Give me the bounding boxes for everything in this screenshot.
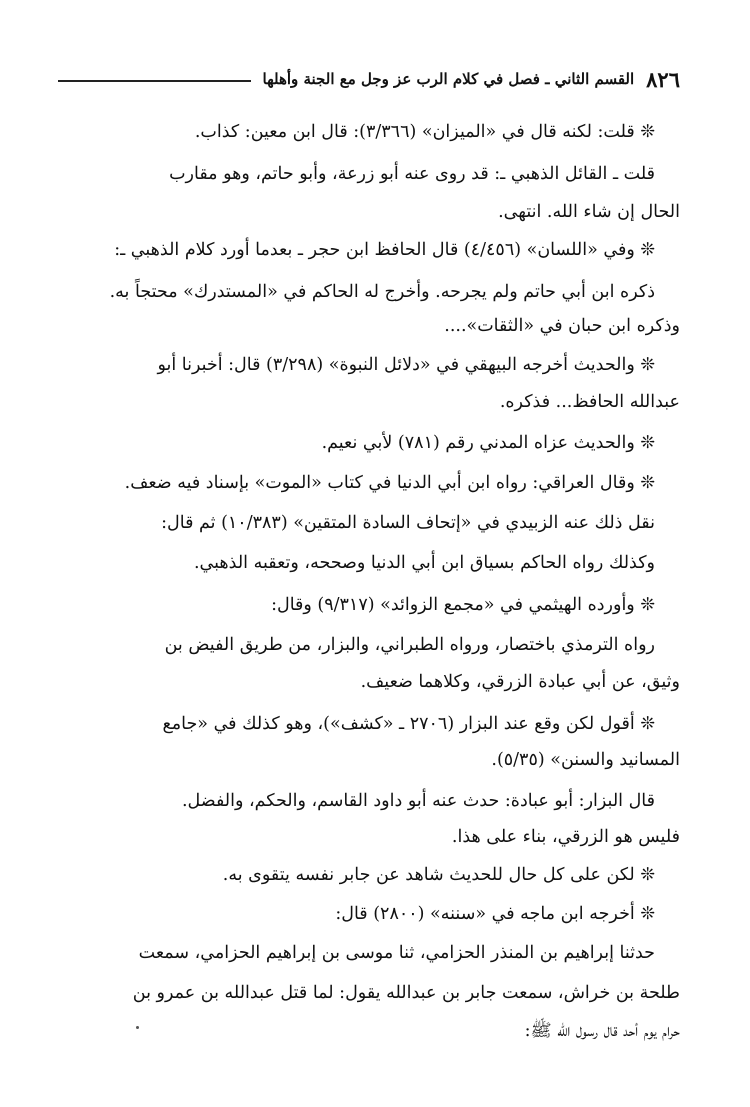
text-line: رواه الترمذي باختصار، ورواه الطبراني، والبزار، من طريق الفيض بن <box>164 635 655 655</box>
text-line: ذكره ابن أبي حاتم ولم يجرحه. وأخرج له الحاكم في «المستدرك» محتجاً به. <box>109 282 655 302</box>
text-line: المسانيد والسنن» (٥/٣٥). <box>491 750 680 770</box>
text-line: ❊ والحديث عزاه المدني رقم (٧٨١) لأبي نعيم. <box>321 433 655 453</box>
text-line: ❊ والحديث أخرجه البيهقي في «دلائل النبوة» (٣/٢٩٨) قال: أخبرنا أبو <box>157 355 655 375</box>
text-line: نقل ذلك عنه الزبيدي في «إتحاف السادة المتقين» (١٠/٣٨٣) ثم قال: <box>161 513 655 533</box>
text-line: وذكره ابن حبان في «الثقات».... <box>444 316 680 336</box>
text-line: ❊ أقول لكن وقع عند البزار (٢٧٠٦ ـ «كشف»)، وهو كذلك في «جامع <box>162 714 655 734</box>
text-line: وثيق، عن أبي عبادة الزرقي، وكلاهما ضعيف. <box>360 672 680 692</box>
text-line: طلحة بن خراش، سمعت جابر بن عبدالله يقول: لما قتل عبدالله بن عمرو بن <box>132 983 680 1003</box>
text-line: قلت ـ القائل الذهبي ـ: قد روى عنه أبو زرعة، وأبو حاتم، وهو مقارب <box>169 164 655 184</box>
page-number: ٨٢٦ <box>646 66 680 92</box>
text-line: ❊ أخرجه ابن ماجه في «سننه» (٢٨٠٠) قال: <box>335 904 655 924</box>
text-line: وكذلك رواه الحاكم بسياق ابن أبي الدنيا وصححه، وتعقبه الذهبي. <box>193 553 655 573</box>
text-line: ❊ وقال العراقي: رواه ابن أبي الدنيا في كتاب «الموت» بإسناد فيه ضعف. <box>124 473 655 493</box>
text-line: قال البزار: أبو عبادة: حدث عنه أبو داود القاسم، والحكم، والفضل. <box>181 791 655 811</box>
text-line: عبدالله الحافظ... فذكره. <box>499 392 680 412</box>
text-line: ❊ وأورده الهيثمي في «مجمع الزوائد» (٩/٣١٧) وقال: <box>271 595 655 615</box>
speck-mark <box>136 1026 139 1029</box>
page-header <box>58 64 680 94</box>
running-title: القسم الثاني ـ فصل في كلام الرب عز وجل مع الجنة وأهلها <box>262 70 635 88</box>
text-line: حرام يوم أحد قال رسول الله ﷺ: <box>524 1021 680 1041</box>
text-line: ❊ لكن على كل حال للحديث شاهد عن جابر نفسه يتقوى به. <box>222 865 655 885</box>
text-line: الحال إن شاء الله. انتهى. <box>498 202 680 222</box>
text-line: ❊ وفي «اللسان» (٤/٤٥٦) قال الحافظ ابن حجر ـ بعدما أورد كلام الذهبي ـ: <box>114 240 655 260</box>
text-line: ❊ قلت: لكنه قال في «الميزان» (٣/٣٦٦): قال ابن معين: كذاب. <box>194 122 655 142</box>
header-rule <box>58 80 251 82</box>
text-line: حدثنا إبراهيم بن المنذر الحزامي، ثنا موسى بن إبراهيم الحزامي، سمعت <box>138 943 655 963</box>
text-line: فليس هو الزرقي، بناء على هذا. <box>451 827 680 847</box>
